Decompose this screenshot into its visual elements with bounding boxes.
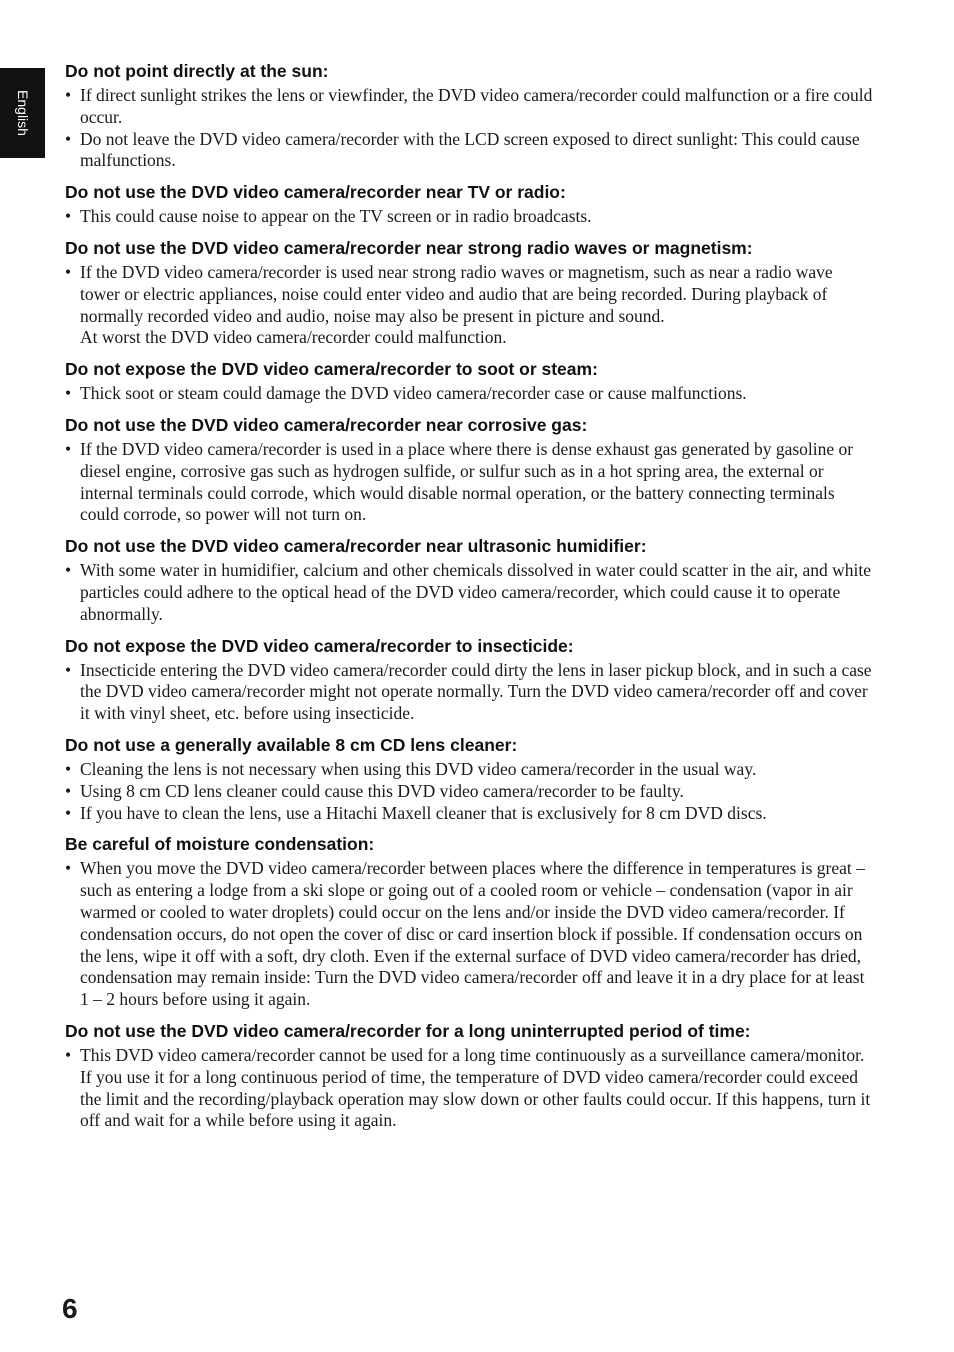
bullet-list — [65, 660, 875, 725]
bullet-item: • This DVD video camera/recorder cannot be used for a long time continuously as a surveillance camera/monitor. If you use it for a long continuous period of time, the temperature of DVD video camera/recorder could exceed the limit and the recording/playback operation may slow down or other faults could occur. If this happens, turn it off and wait for a while before using it again. — [65, 1045, 875, 1132]
bullet-item — [65, 262, 875, 349]
section-condensation — [65, 833, 875, 1011]
section-sun — [65, 60, 875, 172]
section-heading: Do not expose the DVD video camera/recorder to soot or steam: — [65, 359, 598, 380]
bullet-item: • If you have to clean the lens, use a Hitachi Maxell cleaner that is exclusively for 8 cm DVD discs. — [65, 803, 875, 825]
section-heading: Do not use the DVD video camera/recorder for a long uninterrupted period of time: — [65, 1020, 751, 1041]
bullet-item: • With some water in humidifier, calcium and other chemicals dissolved in water could scatter in the air, and white particles could adhere to the optical head of the DVD video camera/recorder, which could cause it to operate abnormally. — [65, 560, 875, 625]
bullet-item: • This could cause noise to appear on the TV screen or in radio broadcasts. — [65, 206, 875, 228]
section-heading: Do not use the DVD video camera/recorder near corrosive gas: — [65, 414, 588, 435]
language-tab — [0, 68, 45, 158]
section-heading: Do not use the DVD video camera/recorder near strong radio waves or magnetism: — [65, 237, 753, 258]
page-number: 6 — [62, 1293, 78, 1324]
bullet-list — [65, 206, 875, 228]
section-humidifier — [65, 535, 875, 625]
section-heading: Do not point directly at the sun: — [65, 61, 329, 81]
bullet-item: • If direct sunlight strikes the lens or viewfinder, the DVD video camera/recorder could malfunction or a fire could occur. — [65, 85, 875, 129]
section-corrosive-gas — [65, 414, 875, 526]
page-content — [65, 60, 875, 1141]
section-heading: Do not expose the DVD video camera/recorder to insecticide: — [65, 635, 574, 656]
section-heading: Do not use the DVD video camera/recorder near TV or radio: — [65, 182, 566, 203]
bullet-text: If the DVD video camera/recorder is used near strong radio waves or magnetism, such as near a radio wave tower or electric appliances, noise could enter video and audio that are being recorded. During playback of normally recorded video and audio, noise may also be present in picture and sound. — [80, 261, 833, 326]
language-tab-label: English — [14, 90, 31, 136]
section-radio-waves — [65, 237, 875, 349]
bullet-list — [65, 759, 875, 824]
bullet-item: • Cleaning the lens is not necessary when using this DVD video camera/recorder in the usual way. — [65, 759, 875, 781]
bullet-list — [65, 858, 875, 1011]
section-insecticide — [65, 635, 875, 725]
section-long-use — [65, 1020, 875, 1132]
section-heading: Do not use the DVD video camera/recorder near ultrasonic humidifier: — [65, 536, 647, 557]
section-heading: Be careful of moisture condensation: — [65, 834, 375, 855]
bullet-item: • Using 8 cm CD lens cleaner could cause this DVD video camera/recorder to be faulty. — [65, 781, 875, 803]
section-lens-cleaner — [65, 734, 875, 824]
section-heading: Do not use a generally available 8 cm CD lens cleaner: — [65, 734, 518, 755]
bullet-item: • Do not leave the DVD video camera/recorder with the LCD screen exposed to direct sunlight: This could cause malfunctions. — [65, 129, 875, 173]
bullet-list — [65, 439, 875, 526]
bullet-list — [65, 262, 875, 349]
bullet-list — [65, 383, 875, 405]
section-tv-radio — [65, 181, 875, 228]
bullet-continuation: At worst the DVD video camera/recorder could malfunction. — [80, 327, 507, 348]
bullet-item: • If the DVD video camera/recorder is used in a place where there is dense exhaust gas generated by gasoline or diesel engine, corrosive gas such as hydrogen sulfide, or sulfur such as in a hot spring area, the external or internal terminals could corrode, which would disable normal operation, or the battery connecting terminals could corrode, so power will not turn on. — [65, 439, 875, 526]
bullet-list — [65, 560, 875, 625]
bullet-item: • When you move the DVD video camera/recorder between places where the difference in temperatures is great – such as entering a lodge from a ski slope or going out of a cooled room or vehicle – condensation (vapor in air warmed or cooled to water droplets) could occur on the lens and/or inside the DVD video camera/recorder. If condensation occurs, do not open the cover of disc or card insertion block if possible. If condensation occurs on the lens, wipe it off with a soft, dry cloth. Even if the external surface of DVD video camera/recorder has dried, condensation may remain inside: Turn the DVD video camera/recorder off and leave it in a dry place for at least 1 – 2 hours before using it again. — [65, 858, 875, 1011]
bullet-list — [65, 1045, 875, 1132]
bullet-item: • Thick soot or steam could damage the DVD video camera/recorder case or cause malfunctions. — [65, 383, 875, 405]
bullet-item: • Insecticide entering the DVD video camera/recorder could dirty the lens in laser pickup block, and in such a case the DVD video camera/recorder might not operate normally. Turn the DVD video camera/recorder off and cover it with vinyl sheet, etc. before using insecticide. — [65, 660, 875, 725]
section-soot-steam — [65, 358, 875, 405]
bullet-list — [65, 85, 875, 172]
